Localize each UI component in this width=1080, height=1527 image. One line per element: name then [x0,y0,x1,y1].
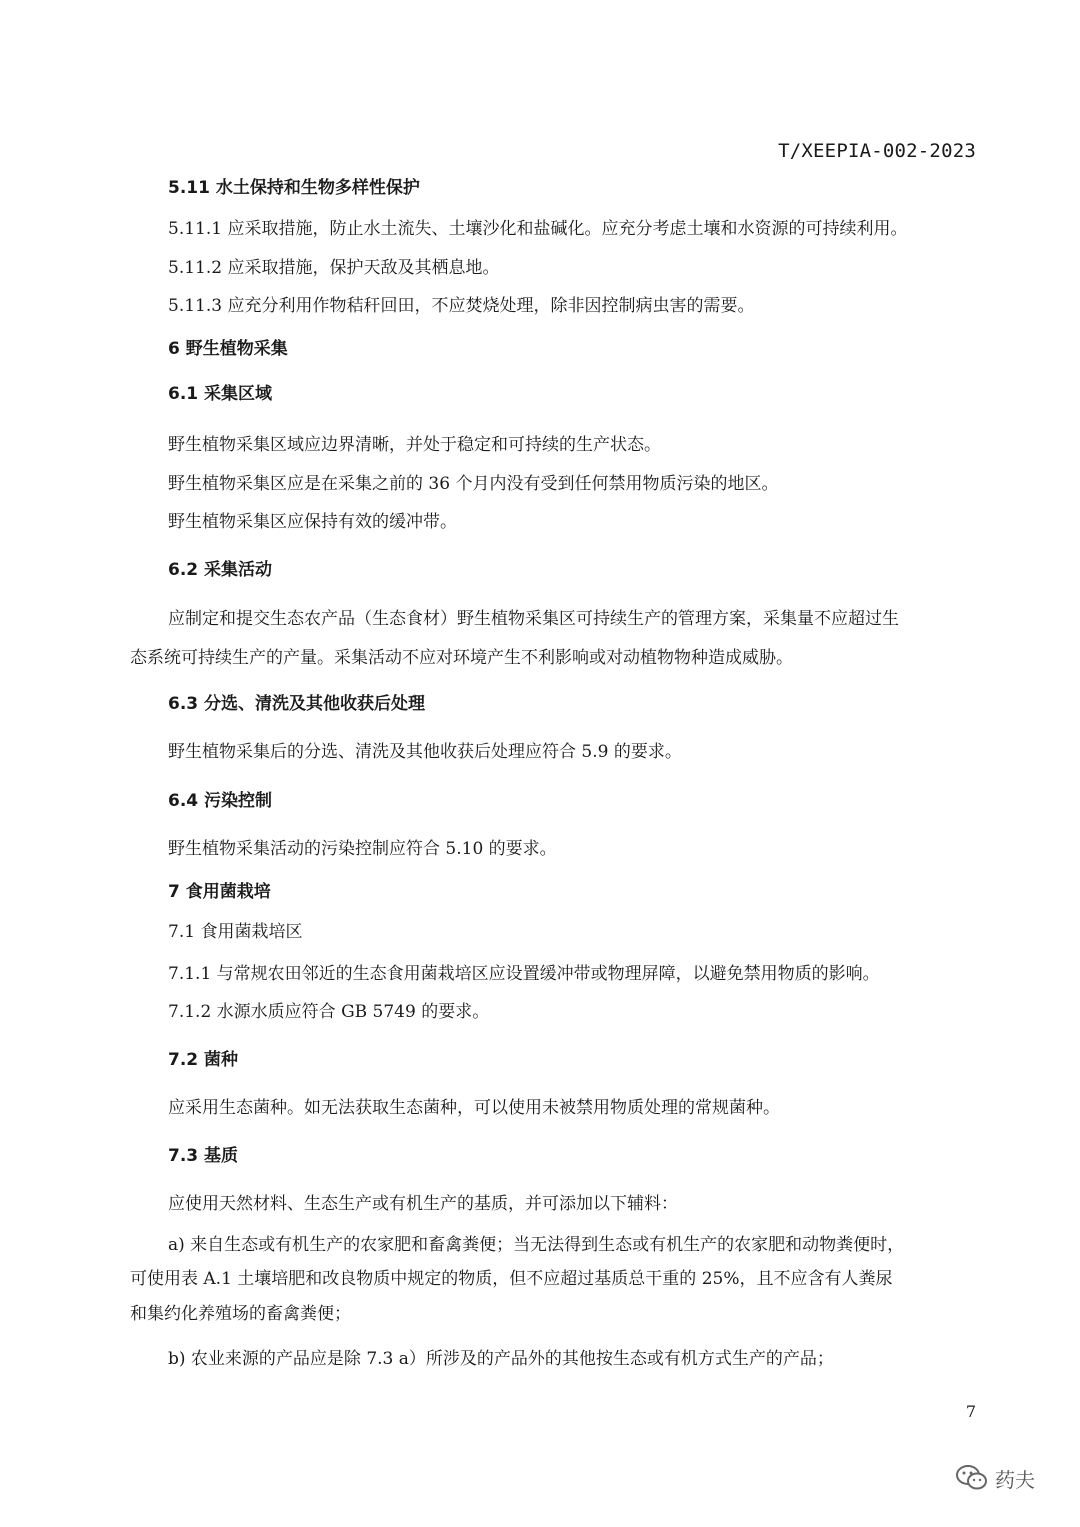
heading-7: 7 食用菌栽培 [168,882,271,902]
paragraph-continuation: 和集约化养殖场的畜禽粪便； [130,1304,351,1324]
heading-6: 6 野生植物采集 [168,339,288,359]
paragraph: 7.1.1 与常规农田邻近的生态食用菌栽培区应设置缓冲带或物理屏障，以避免禁用物质的影响。 [168,964,880,984]
paragraph: 野生植物采集活动的污染控制应符合 5.10 的要求。 [168,839,557,859]
heading-5-11: 5.11 水土保持和生物多样性保护 [168,178,420,198]
paragraph-continuation: 态系统可持续生产的产量。采集活动不应对环境产生不利影响或对动植物物种造成威胁。 [130,648,793,668]
heading-6-2: 6.2 采集活动 [168,560,273,580]
paragraph-continuation: 可使用表 A.1 土壤培肥和改良物质中规定的物质，但不应超过基质总干重的 25%，且不应含有人粪尿 [130,1269,893,1289]
page-number: 7 [965,1402,976,1421]
wechat-icon [955,1464,989,1492]
heading-7-2: 7.2 菌种 [168,1050,239,1070]
watermark-text: 药夫 [995,1467,1035,1492]
heading-6-3: 6.3 分选、清洗及其他收获后处理 [168,694,426,714]
list-item-b: b) 农业来源的产品应是除 7.3 a）所涉及的产品外的其他按生态或有机方式生产的产品； [168,1349,834,1369]
heading-7-1: 7.1 食用菌栽培区 [168,922,303,942]
paragraph: 5.11.2 应采取措施，保护天敌及其栖息地。 [168,258,500,278]
heading-6-4: 6.4 污染控制 [168,791,273,811]
paragraph: 5.11.1 应采取措施，防止水土流失、土壤沙化和盐碱化。应充分考虑土壤和水资源的可持续利用。 [168,219,908,239]
heading-6-1: 6.1 采集区域 [168,384,273,404]
document-code: T/XEEPIA-002-2023 [778,140,976,162]
heading-7-3: 7.3 基质 [168,1146,239,1166]
paragraph: 5.11.3 应充分利用作物秸秆回田，不应焚烧处理，除非因控制病虫害的需要。 [168,296,755,316]
list-item-a: a) 来自生态或有机生产的农家肥和畜禽粪便；当无法得到生态或有机生产的农家肥和动物粪便时， [168,1235,905,1255]
paragraph: 野生植物采集区应是在采集之前的 36 个月内没有受到任何禁用物质污染的地区。 [168,474,779,494]
paragraph: 应采用生态菌种。如无法获取生态菌种，可以使用未被禁用物质处理的常规菌种。 [168,1098,780,1118]
paragraph: 野生植物采集区应保持有效的缓冲带。 [168,512,457,532]
paragraph: 野生植物采集区域应边界清晰，并处于稳定和可持续的生产状态。 [168,435,661,455]
paragraph: 野生植物采集后的分选、清洗及其他收获后处理应符合 5.9 的要求。 [168,742,682,762]
watermark [955,1462,1035,1494]
paragraph: 7.1.2 水源水质应符合 GB 5749 的要求。 [168,1002,490,1022]
paragraph: 应使用天然材料、生态生产或有机生产的基质，并可添加以下辅料： [168,1194,678,1214]
paragraph: 应制定和提交生态农产品（生态食材）野生植物采集区可持续生产的管理方案，采集量不应超过生 [168,609,899,629]
